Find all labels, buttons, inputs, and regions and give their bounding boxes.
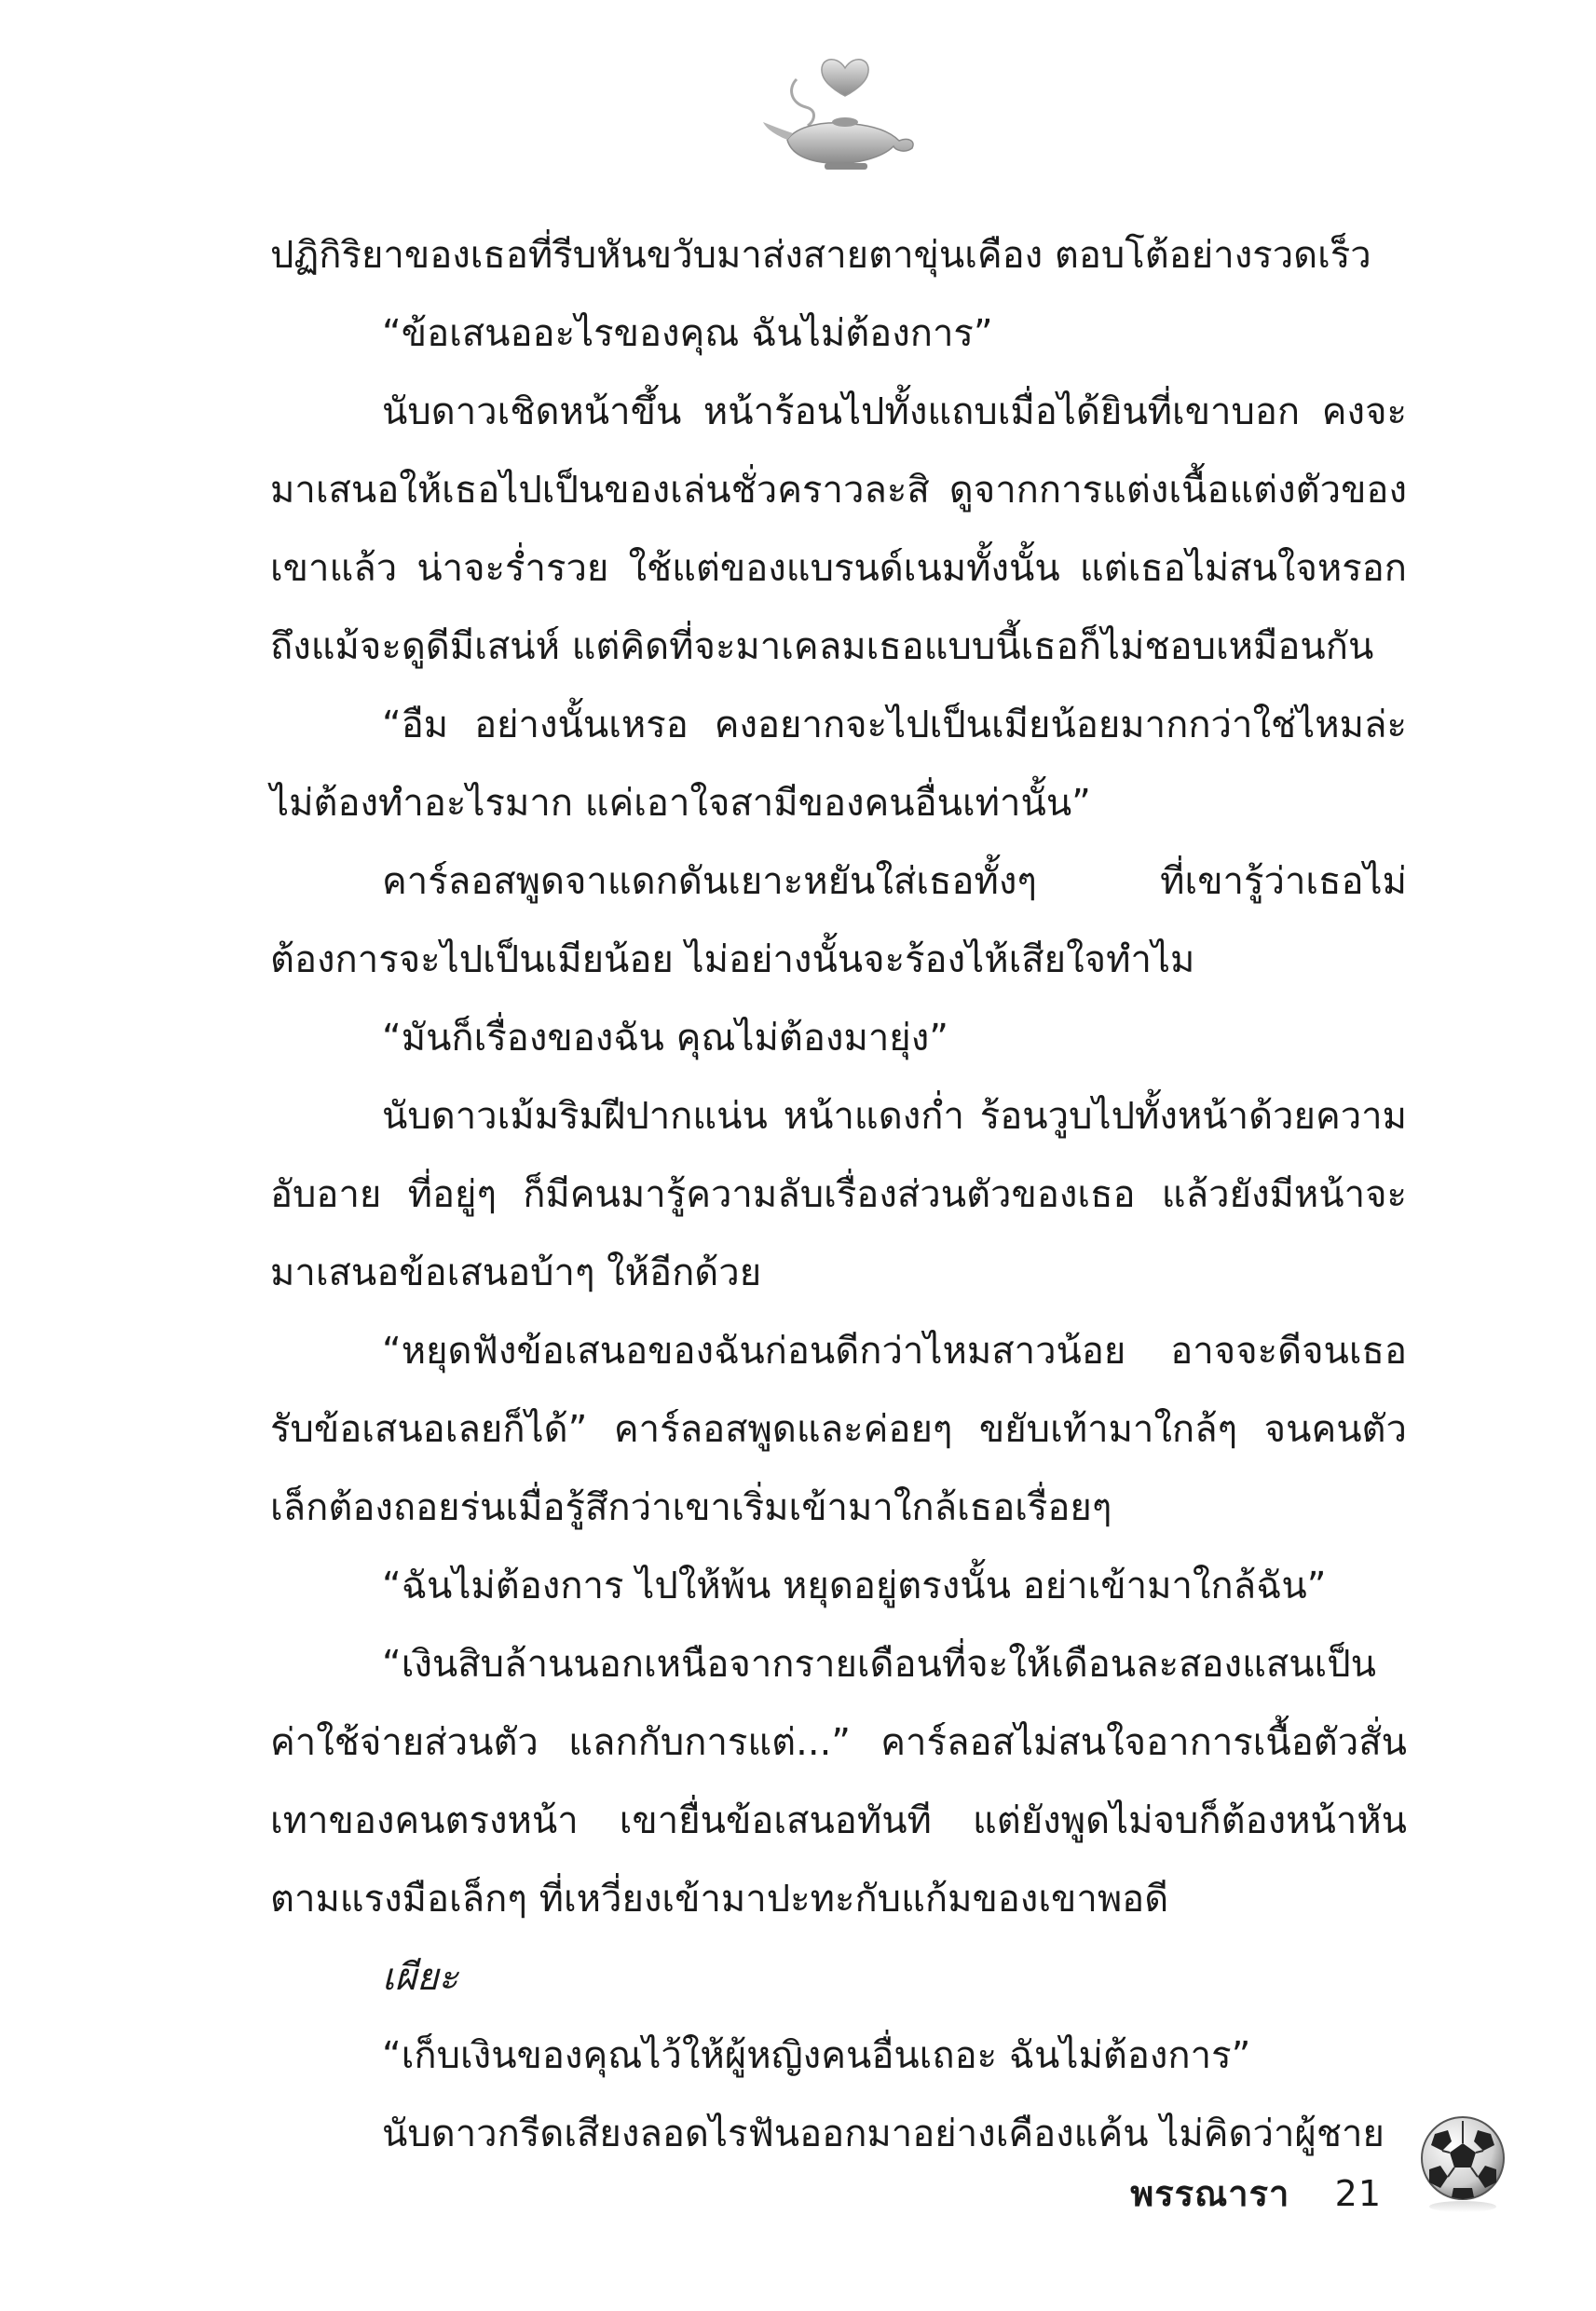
paragraph: “ฉันไม่ต้องการ ไปให้พ้น หยุดอยู่ตรงนั้น อย่าเข้ามาใกล้ฉัน”: [382, 1565, 1327, 1607]
paragraph: “ข้อเสนออะไรของคุณ ฉันไม่ต้องการ”: [382, 312, 993, 355]
paragraph: “เก็บเงินของคุณไว้ให้ผู้หญิงคนอื่นเถอะ ฉันไม่ต้องการ”: [382, 2034, 1251, 2077]
genie-lamp-heart-icon: [759, 51, 918, 172]
paragraph: นับดาวเม้มริมฝีปากแน่น หน้าแดงก่ำ ร้อนวูบไปทั้งหน้าด้วยความอับอาย ที่อยู่ๆ ก็มีคนมารู้ความลับเรื่องส่วนตัวของเธอ แล้วยังมีหน้าจะมาเสนอข้อเสนอบ้าๆ ให้อีกด้วย: [270, 1095, 1407, 1294]
body-text: [270, 216, 1407, 2173]
paragraph: “เงินสิบล้านนอกเหนือจากรายเดือนที่จะให้เดือนละสองแสนเป็นค่าใช้จ่ายส่วนตัว แลกกับการแต่...” คาร์ลอสไม่สนใจอาการเนื้อตัวสั่นเทาของคนตรงหน้า เขายื่นข้อเสนอทันที แต่ยังพูดไม่จบก็ต้องหน้าหันตามแรงมือเล็กๆ ที่เหวี่ยงเข้ามาปะทะกับแก้มของเขาพอดี: [270, 1643, 1407, 1921]
paragraph: “มันก็เรื่องของฉัน คุณไม่ต้องมายุ่ง”: [382, 1017, 948, 1060]
soccer-ball-icon: [1416, 2113, 1509, 2216]
paragraph: “อืม อย่างนั้นเหรอ คงอยากจะไปเป็นเมียน้อยมากกว่าใช่ไหมล่ะ ไม่ต้องทำอะไรมาก แค่เอาใจสามีของคนอื่นเท่านั้น”: [270, 704, 1407, 825]
paragraph: “หยุดฟังข้อเสนอของฉันก่อนดีกว่าไหมสาวน้อย อาจจะดีจนเธอรับข้อเสนอเลยก็ได้” คาร์ลอสพูดและค่อยๆ ขยับเท้ามาใกล้ๆ จนคนตัวเล็กต้องถอยร่นเมื่อรู้สึกว่าเขาเริ่มเข้ามาใกล้เธอเรื่อยๆ: [270, 1330, 1407, 1529]
paragraph: นับดาวกรีดเสียงลอดไรฟันออกมาอย่างเคืองแค้น ไม่คิดว่าผู้ชาย: [382, 2113, 1385, 2155]
paragraph: คาร์ลอสพูดจาแดกดันเยาะหยันใส่เธอทั้งๆ ที่เขารู้ว่าเธอไม่ต้องการจะไปเป็นเมียน้อย ไม่อย่างนั้นจะร้องไห้เสียใจทำไม: [270, 860, 1407, 981]
sound-effect: เผียะ: [382, 1956, 459, 1999]
book-title: พรรณารา: [1130, 2173, 1290, 2214]
paragraph: นับดาวเชิดหน้าขึ้น หน้าร้อนไปทั้งแถบเมื่อได้ยินที่เขาบอก คงจะมาเสนอให้เธอไปเป็นของเล่นชั่วคราวละสิ ดูจากการแต่งเนื้อแต่งตัวของเขาแล้ว น่าจะร่ำรวย ใช้แต่ของแบรนด์เนมทั้งนั้น แต่เธอไม่สนใจหรอก ถึงแม้จะดูดีมีเสน่ห์ แต่คิดที่จะมาเคลมเธอแบบนี้เธอก็ไม่ชอบเหมือนกัน: [270, 390, 1407, 668]
page-footer: [1130, 2165, 1382, 2222]
paragraph: ปฏิกิริยาของเธอที่รีบหันขวับมาส่งสายตาขุ่นเคือง ตอบโต้อย่างรวดเร็ว: [270, 234, 1371, 277]
page-number: 21: [1334, 2173, 1382, 2214]
